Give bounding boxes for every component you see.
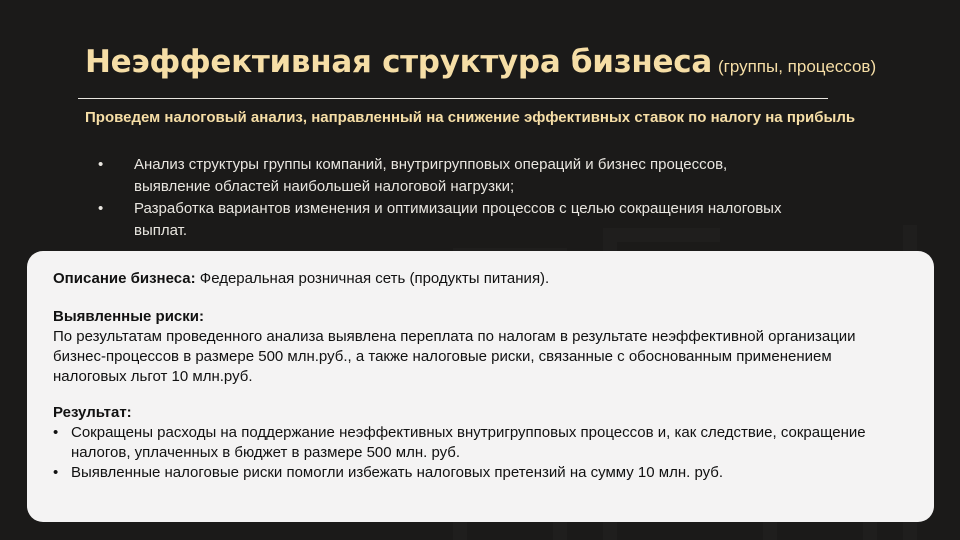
description-label: Описание бизнеса: xyxy=(53,270,196,287)
lead-text: Проведем налоговый анализ, направленный на снижение эффективных ставок по налогу на прибыль xyxy=(85,109,856,126)
title-divider xyxy=(78,98,828,99)
bullet-icon: • xyxy=(98,200,104,217)
list-item xyxy=(98,198,788,242)
result-label: Результат: xyxy=(53,404,132,421)
page-title xyxy=(85,44,876,80)
list-item-text: Анализ структуры группы компаний, внутригрупповых операций и бизнес процессов, выявление областей наибольшей налоговой нагрузки; xyxy=(134,156,728,195)
risks-label: Выявленные риски: xyxy=(53,308,204,325)
title-main: Неэффективная структура бизнеса xyxy=(85,44,712,80)
title-subtitle: (группы, процессов) xyxy=(717,57,877,76)
list-item xyxy=(53,423,908,463)
result-item-text: Сокращены расходы на поддержание неэффективных внутригрупповых процессов и, как следствие, сокращение налогов, уплаченных в бюджет в размере 500 млн. руб. xyxy=(71,424,866,461)
risks-text: По результатам проведенного анализа выявлена переплата по налогам в результате неэффективной организации бизнес-процессов в размере 500 млн.руб., а также налоговые риски, связанные с обоснованным применением налоговых льгот 10 млн.руб. xyxy=(53,328,856,385)
description-row xyxy=(53,269,908,289)
result-item-text: Выявленные налоговые риски помогли избежать налоговых претензий на сумму 10 млн. руб. xyxy=(71,464,724,481)
bullet-icon: • xyxy=(98,156,104,173)
result-list xyxy=(53,423,908,483)
list-item xyxy=(98,154,788,198)
list-item-text: Разработка вариантов изменения и оптимизации процессов с целью сокращения налоговых выплат. xyxy=(134,200,782,239)
bullet-icon: • xyxy=(53,464,59,481)
description-text: Федеральная розничная сеть (продукты питания). xyxy=(195,270,550,287)
list-item xyxy=(53,463,908,483)
service-list xyxy=(98,154,788,242)
bullet-icon: • xyxy=(53,424,59,441)
case-card xyxy=(27,251,934,522)
